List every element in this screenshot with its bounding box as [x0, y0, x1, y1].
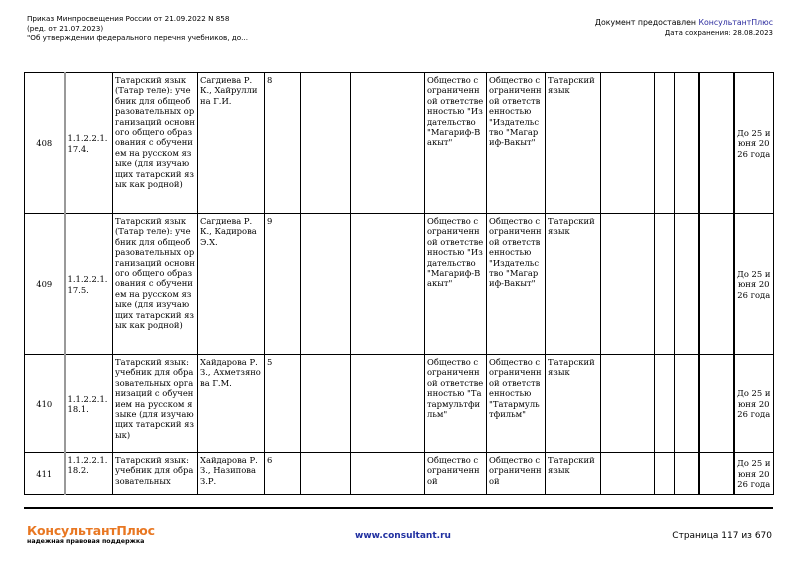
header-line-order: Приказ Минпросвещения России от 21.09.2022 N 858: [27, 14, 230, 23]
row-number: 411: [25, 453, 65, 495]
row-authors: Сагдиева Р.К., Хайруллина Г.И.: [198, 73, 265, 214]
row-publisher-2: Общество с ограниченной ответственностью "Издательство "Магариф-Вакыт": [487, 214, 546, 355]
row-publisher: Общество с ограниченной ответственностью "Издательство "Магариф-Вакыт": [425, 214, 487, 355]
row-language: Татарский язык: [546, 355, 601, 453]
row-publisher: Общество с ограниченной ответственностью "Издательство "Магариф-Вакыт": [425, 73, 487, 214]
row-cell-12: [675, 453, 699, 495]
row-authors: Сагдиева Р.К., Кадирова Э.Х.: [198, 214, 265, 355]
row-cell-12: [675, 355, 699, 453]
row-publisher: Общество с ограниченной ответственностью "Татармультфильм": [425, 355, 487, 453]
footer-divider: [24, 507, 773, 509]
row-deadline: До 25 июня 2026 года: [734, 355, 774, 453]
page-number: Страница 117 из 670: [672, 531, 772, 541]
row-title: Татарский язык: учебник для образовательных организаций с обучением на русском языке (для изучающих татарский язык): [113, 355, 198, 453]
row-cell-6: [351, 214, 425, 355]
row-publisher: Общество с ограниченной: [425, 453, 487, 495]
row-code: 1.1.2.2.1. 18.2.: [65, 453, 113, 495]
row-cell-10: [601, 453, 655, 495]
row-grade: 5: [265, 355, 301, 453]
row-deadline: До 25 июня 2026 года: [734, 214, 774, 355]
row-authors: Хайдарова Р.З., Назипова З.Р.: [198, 453, 265, 495]
row-number: 408: [25, 73, 65, 214]
row-number: 409: [25, 214, 65, 355]
save-date: Дата сохранения: 28.08.2023: [664, 29, 773, 37]
row-cell-10: [601, 214, 655, 355]
table-row: [25, 214, 774, 355]
row-code: 1.1.2.2.1. 17.4.: [65, 73, 113, 214]
document-header-right: [595, 18, 773, 38]
row-cell-13: [699, 73, 734, 214]
row-code: 1.1.2.2.1. 18.1.: [65, 355, 113, 453]
document-header-left: [27, 14, 248, 43]
row-language: Татарский язык: [546, 73, 601, 214]
row-cell-13: [699, 214, 734, 355]
row-cell-6: [351, 453, 425, 495]
row-title: Татарский язык (Татар теле): учебник для общеобразовательных организаций основного общего образования с обучением на русском языке (для изучающих татарский язык как родной): [113, 214, 198, 355]
row-publisher-2: Общество с ограниченной: [487, 453, 546, 495]
row-grade: 8: [265, 73, 301, 214]
row-language: Татарский язык: [546, 214, 601, 355]
row-code: 1.1.2.2.1. 17.5.: [65, 214, 113, 355]
row-cell-10: [601, 73, 655, 214]
row-cell-5: [301, 73, 351, 214]
row-cell-11: [655, 214, 675, 355]
row-grade: 6: [265, 453, 301, 495]
row-number: 410: [25, 355, 65, 453]
row-cell-11: [655, 73, 675, 214]
row-cell-13: [699, 355, 734, 453]
row-cell-5: [301, 453, 351, 495]
row-title: Татарский язык: учебник для образовательных: [113, 453, 198, 495]
row-grade: 9: [265, 214, 301, 355]
logo-tagline: надежная правовая поддержка: [27, 538, 145, 545]
row-publisher-2: Общество с ограниченной ответственностью "Татармультфильм": [487, 355, 546, 453]
table-row: [25, 73, 774, 214]
row-cell-12: [675, 214, 699, 355]
table-row: [25, 355, 774, 453]
row-deadline: До 25 июня 2026 года: [734, 453, 774, 495]
row-cell-6: [351, 73, 425, 214]
table-row: [25, 453, 774, 495]
provided-by-label: Документ предоставлен: [594, 18, 699, 27]
row-language: Татарский язык: [546, 453, 601, 495]
consultant-logo: [27, 524, 155, 546]
logo-name: КонсультантПлюс: [27, 523, 155, 538]
header-line-title: "Об утверждении федерального перечня учебников, до...: [27, 33, 248, 43]
row-cell-5: [301, 355, 351, 453]
row-cell-10: [601, 355, 655, 453]
row-authors: Хайдарова Р.З., Ахметзянова Г.М.: [198, 355, 265, 453]
textbook-list-table: [24, 72, 774, 495]
row-cell-11: [655, 355, 675, 453]
row-cell-13: [699, 453, 734, 495]
header-line-edition: (ред. от 21.07.2023): [27, 23, 104, 33]
row-title: Татарский язык (Татар теле): учебник для общеобразовательных организаций основного общего образования с обучением на русском языке (для изучающих татарский язык как родной): [113, 73, 198, 214]
row-cell-11: [655, 453, 675, 495]
site-link[interactable]: www.consultant.ru: [355, 531, 451, 541]
row-cell-12: [675, 73, 699, 214]
row-deadline: До 25 июня 2026 года: [734, 73, 774, 214]
provider-brand-link[interactable]: КонсультантПлюс: [698, 18, 773, 27]
row-cell-5: [301, 214, 351, 355]
row-publisher-2: Общество с ограниченной ответственностью "Издательство "Магариф-Вакыт": [487, 73, 546, 214]
row-cell-6: [351, 355, 425, 453]
